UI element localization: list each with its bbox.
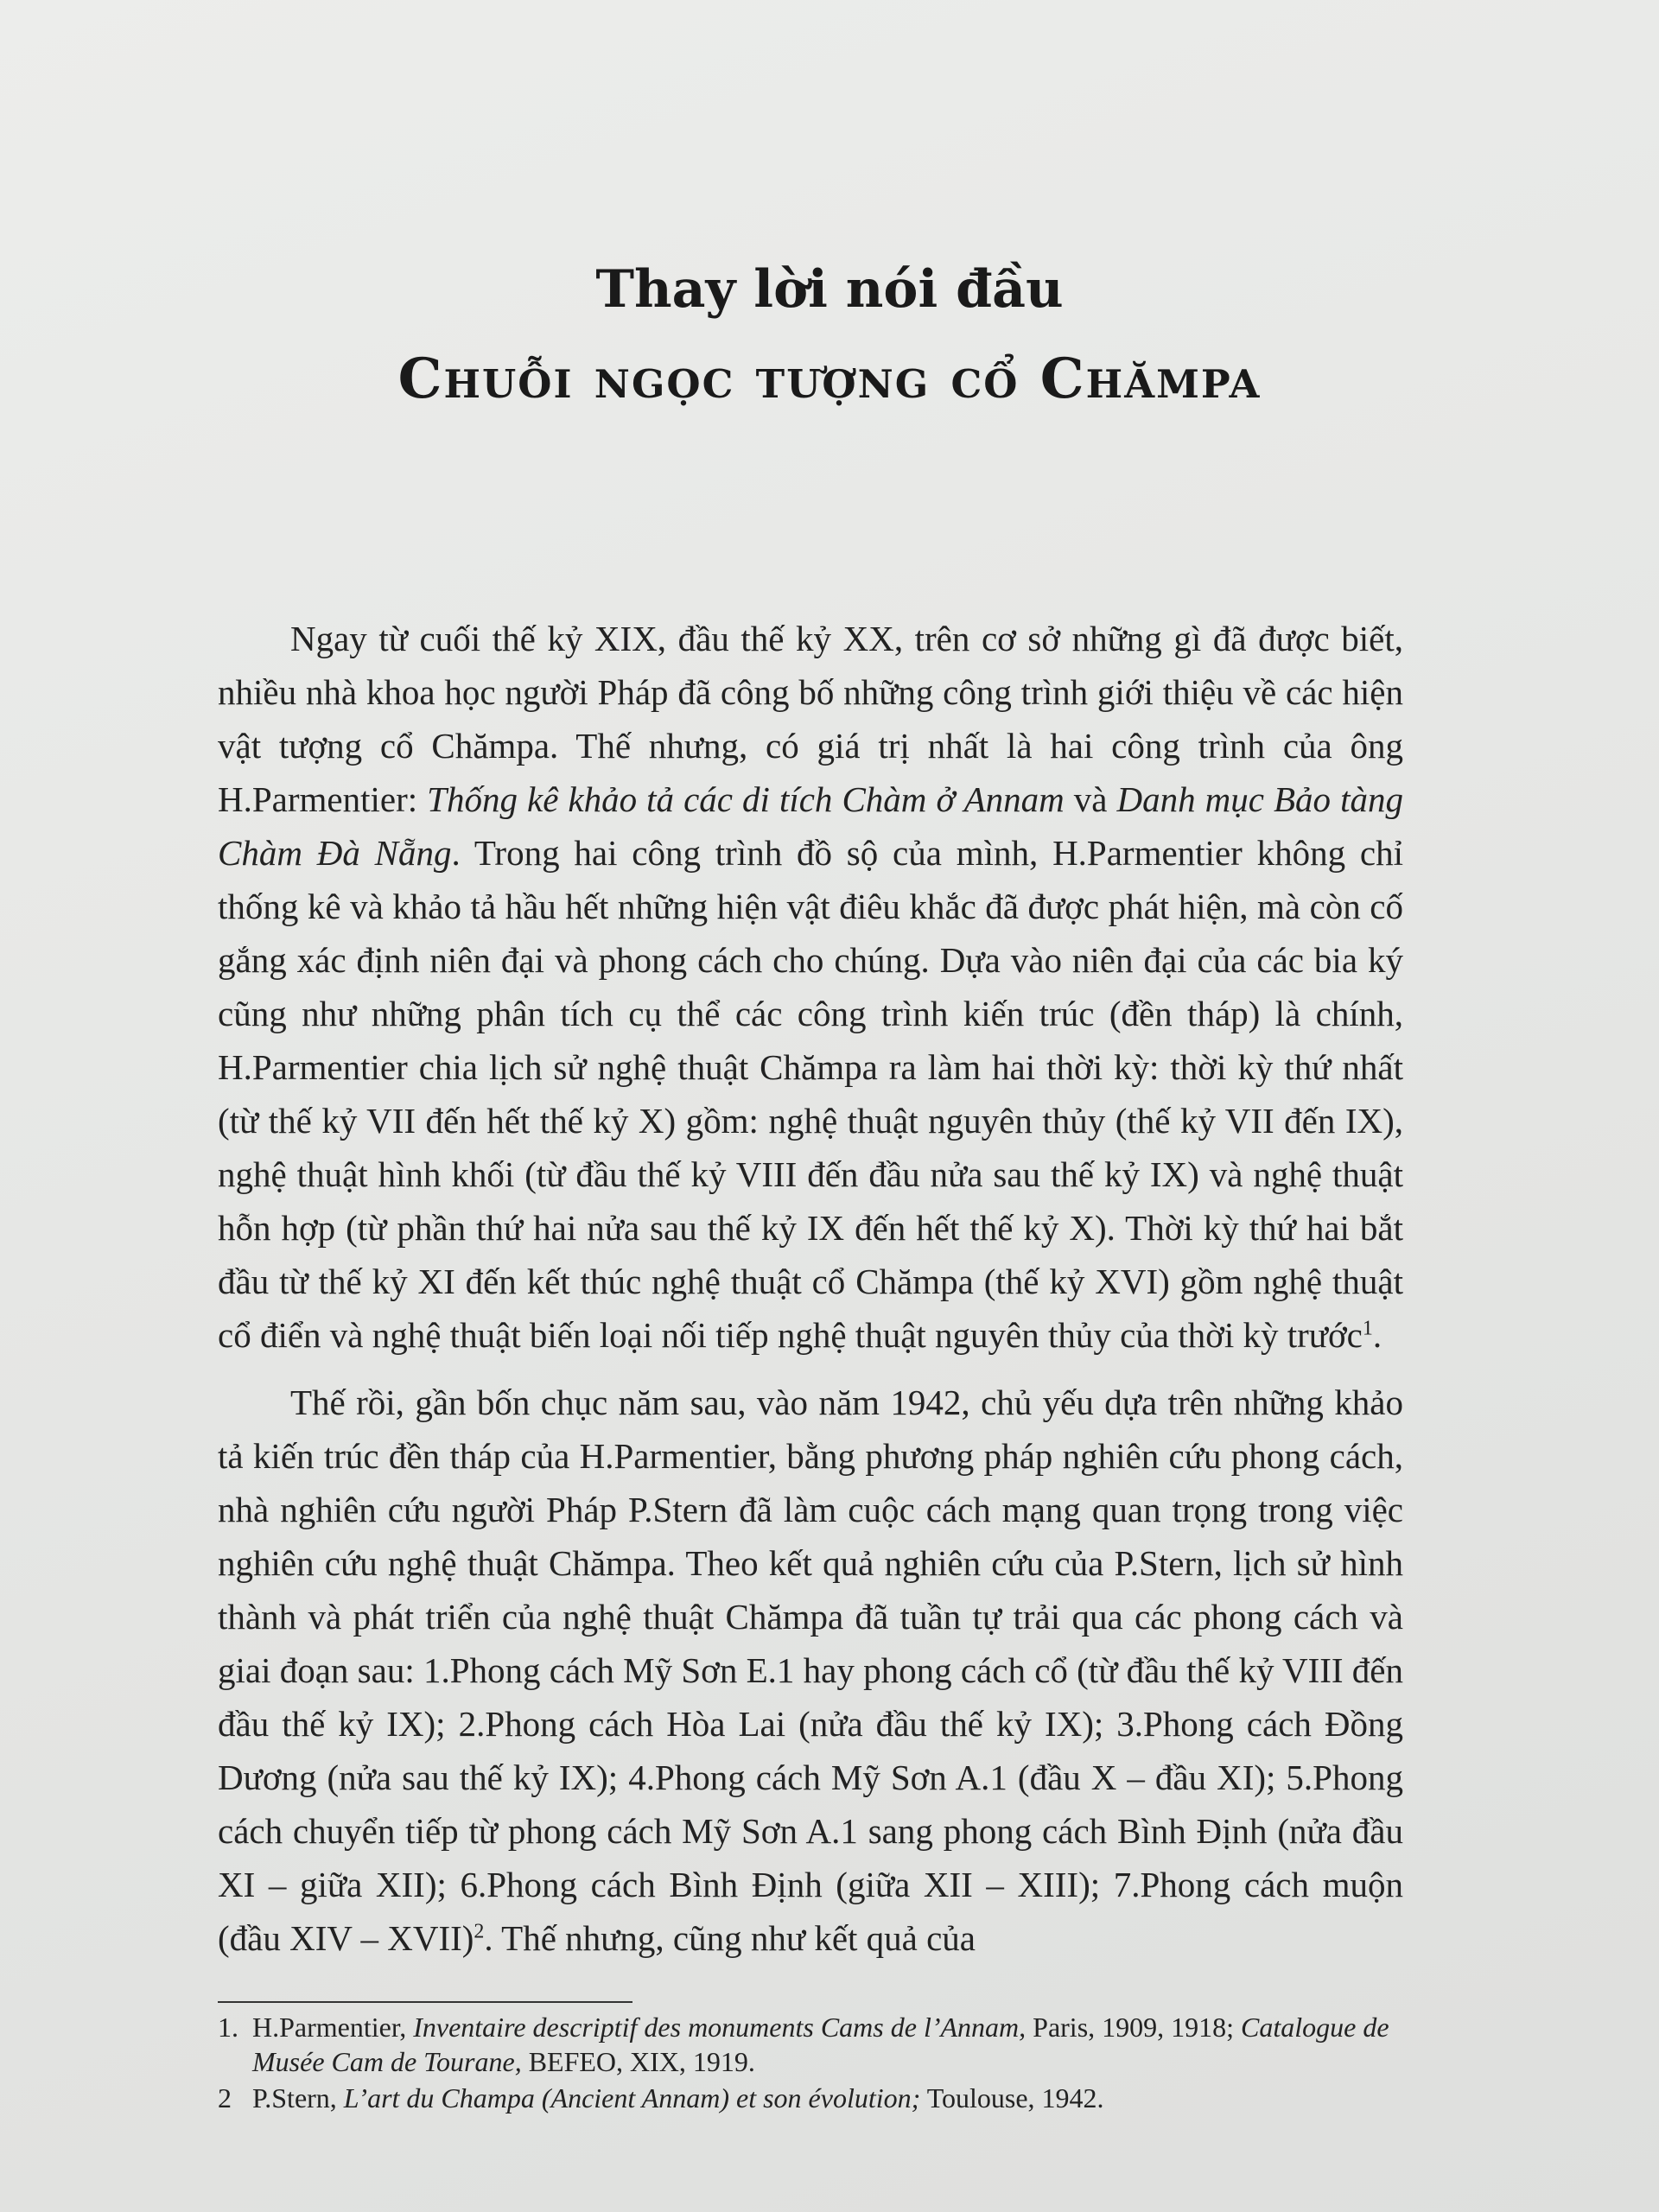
- footnote-2-text-2: Toulouse, 1942.: [920, 2082, 1104, 2113]
- paragraph-1-text-2: và: [1064, 779, 1117, 819]
- footnote-2: [218, 2081, 1403, 2115]
- chapter-heading: [0, 255, 1659, 423]
- body-text: [218, 612, 1403, 1965]
- footnote-1-text-1: H.Parmentier,: [252, 2012, 414, 2043]
- paragraph-2-text-2: . Thế nhưng, cũng như kết quả của: [484, 1918, 976, 1958]
- paragraph-1-text-1: Ngay từ cuối thế kỷ XIX, đầu thế kỷ XX, trên cơ sở những gì đã được biết, nhiều nhà khoa học người Pháp đã công bố những công trình giới thiệu về các hiện vật tượng cổ Chămpa. Thế nhưng, có giá trị nhất là hai công trình của ông H.Parmentier:: [218, 619, 1403, 819]
- paragraph-1-text-3: . Trong hai công trình đồ sộ của mình, H.Parmentier không chỉ thống kê và khảo tả hầu hết những hiện vật điêu khắc đã được phát hiện, mà còn cố gắng xác định niên đại và phong cách cho chúng. Dựa vào niên đại của các bia ký cũng như những phân tích cụ thể các công trình kiến trúc (đền tháp) là chính, H.Parmentier chia lịch sử nghệ thuật Chămpa ra làm hai thời kỳ: thời kỳ thứ nhất (từ thế kỷ VII đến hết thế kỷ X) gồm: nghệ thuật nguyên thủy (thế kỷ VII đến IX), nghệ thuật hình khối (từ đầu thế kỷ VIII đến đầu nửa sau thế kỷ IX) và nghệ thuật hỗn hợp (từ phần thứ hai nửa sau thế kỷ IX đến hết thế kỷ X). Thời kỳ thứ hai bắt đầu từ thế kỷ XI đến kết thúc nghệ thuật cổ Chămpa (thế kỷ XVI) gồm nghệ thuật cổ điển và nghệ thuật biến loại nối tiếp nghệ thuật nguyên thủy của thời kỳ trước: [218, 833, 1403, 1355]
- chapter-subtitle: Chuỗi ngọc tượng cổ Chămpa: [397, 346, 1262, 411]
- footnote-text: [252, 2010, 1403, 2079]
- footnote-number: 1.: [218, 2012, 238, 2043]
- italic-title-1: Thống kê khảo tả các di tích Chàm ở Annam: [427, 779, 1065, 819]
- footnote-ref-2[interactable]: 2: [474, 1920, 485, 1943]
- paragraph-2: [218, 1376, 1403, 1965]
- footnote-1-text-2: Paris, 1909, 1918;: [1026, 2012, 1242, 2043]
- chapter-title: Thay lời nói đầu: [595, 259, 1064, 320]
- paragraph-2-text-1: Thế rồi, gần bốn chục năm sau, vào năm 1942, chủ yếu dựa trên những khảo tả kiến trúc đền tháp của H.Parmentier, bằng phương pháp nghiên cứu phong cách, nhà nghiên cứu người Pháp P.Stern đã làm cuộc cách mạng quan trọng trong việc nghiên cứu nghệ thuật Chămpa. Theo kết quả nghiên cứu của P.Stern, lịch sử hình thành và phát triển của nghệ thuật Chămpa đã tuần tự trải qua các phong cách và giai đoạn sau: 1.Phong cách Mỹ Sơn E.1 hay phong cách cổ (từ đầu thế kỷ VIII đến đầu thế kỷ IX); 2.Phong cách Hòa Lai (nửa đầu thế kỷ IX); 3.Phong cách Đồng Dương (nửa sau thế kỷ IX); 4.Phong cách Mỹ Sơn A.1 (đầu X – đầu XI); 5.Phong cách chuyển tiếp từ phong cách Mỹ Sơn A.1 sang phong cách Bình Định (nửa đầu XI – giữa XII); 6.Phong cách Bình Định (giữa XII – XIII); 7.Phong cách muộn (đầu XIV – XVII): [218, 1382, 1403, 1958]
- paragraph-1-text-4: .: [1372, 1315, 1382, 1355]
- footnote-2-text-1: P.Stern,: [252, 2082, 344, 2113]
- footnote-divider: [218, 2001, 632, 2003]
- footnote-text: [252, 2081, 1403, 2115]
- footnote-1-italic-1: Inventaire descriptif des monuments Cams de l’Annam,: [413, 2012, 1027, 2043]
- italic-title-2: Danh mục Bảo tàng Chàm Đà Nẵng: [218, 779, 1403, 873]
- footnote-1-text-3: BEFEO, XIX, 1919.: [521, 2046, 755, 2077]
- footnote-1: [218, 2010, 1403, 2079]
- paragraph-1: [218, 612, 1403, 1362]
- footnote-number: 2: [218, 2082, 232, 2113]
- footnote-2-italic-1: L’art du Champa (Ancient Annam) et son évolution;: [343, 2082, 921, 2113]
- footnotes: [218, 2010, 1403, 2117]
- footnote-1-italic-2: Catalogue de Musée Cam de Tourane,: [252, 2012, 1389, 2077]
- footnote-ref-1[interactable]: 1: [1362, 1317, 1373, 1340]
